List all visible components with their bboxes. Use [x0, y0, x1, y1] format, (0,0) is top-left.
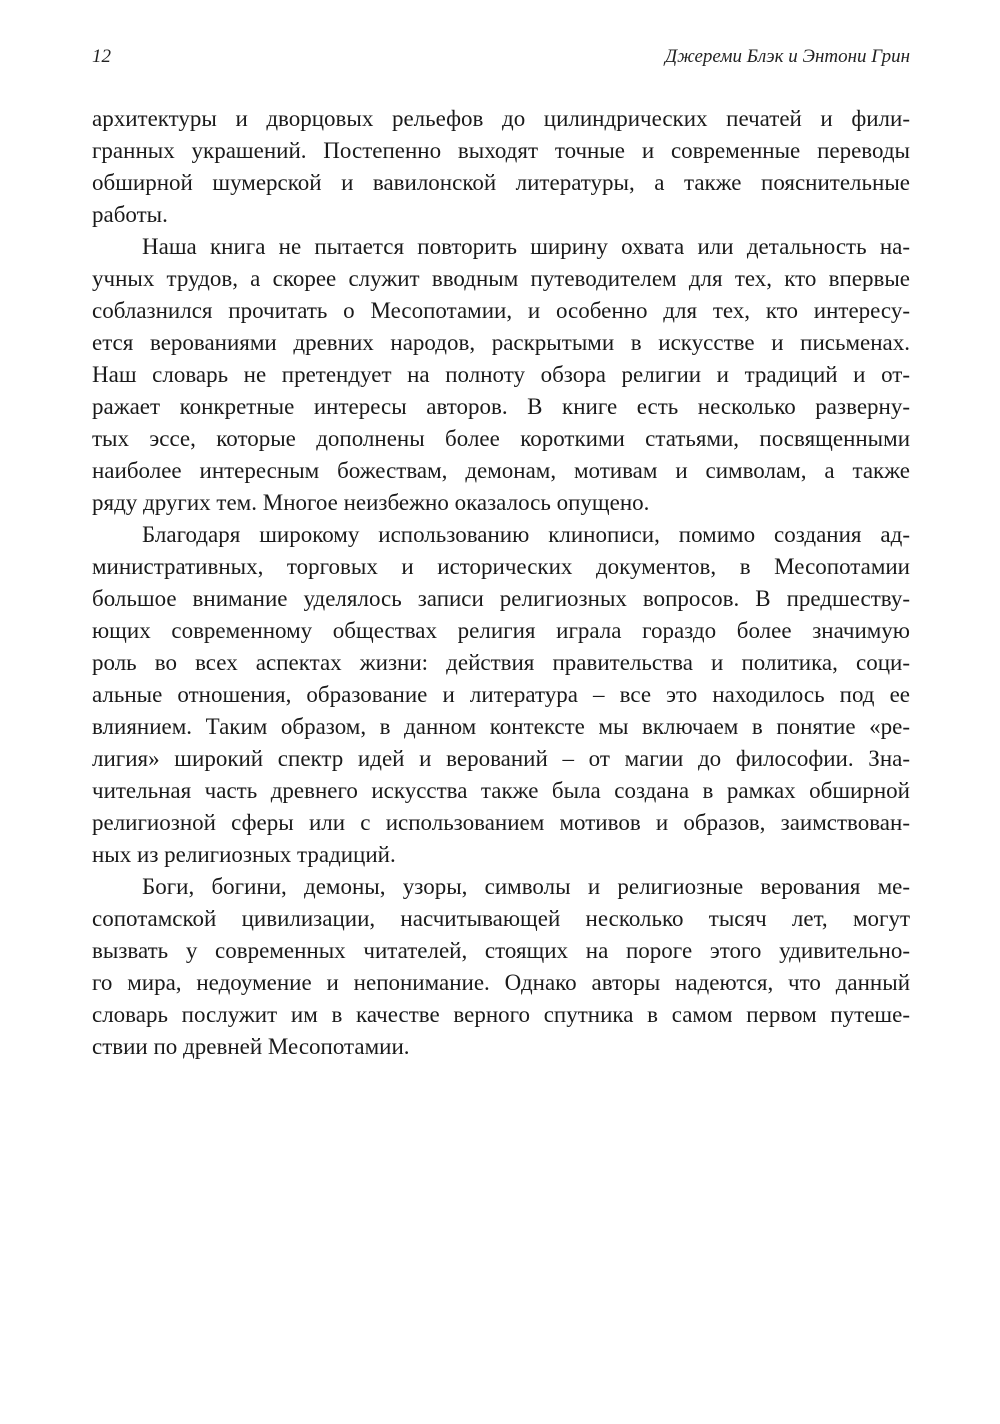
text-line: соблазнился прочитать о Месопотамии, и особенно для тех, кто интересу- [92, 298, 910, 323]
text-line: гранных украшений. Постепенно выходят точные и современные переводы [92, 138, 910, 163]
text-line: ется верованиями древних народов, раскрытыми в искусстве и письменах. [92, 330, 910, 355]
text-line: Наша книга не пытается повторить ширину охвата или детальность на- [142, 234, 910, 259]
text-line: наиболее интересным божествам, демонам, мотивам и символам, а также [92, 458, 910, 483]
text-line: чительная часть древнего искусства также была создана в рамках обширной [92, 778, 910, 803]
text-line: словарь послужит им в качестве верного спутника в самом первом путеше- [92, 1002, 910, 1027]
text-line: ствии по древней Месопотамии. [92, 1034, 410, 1059]
text-line: архитектуры и дворцовых рельефов до цилиндрических печатей и фили- [92, 106, 910, 131]
text-line: религиозной сферы или с использованием мотивов и образов, заимствован- [92, 810, 910, 835]
paragraph [92, 519, 910, 871]
text-line: министративных, торговых и исторических документов, в Месопотамии [92, 554, 910, 579]
text-line: обширной шумерской и вавилонской литературы, а также пояснительные [92, 170, 910, 195]
text-line: Наш словарь не претендует на полноту обзора религии и традиций и от- [92, 362, 910, 387]
text-line: Благодаря широкому использованию клинописи, помимо создания ад- [142, 522, 910, 547]
page-number: 12 [92, 46, 111, 67]
text-line: роль во всех аспектах жизни: действия правительства и политика, соци- [92, 650, 910, 675]
text-line: работы. [92, 202, 168, 227]
paragraph [92, 231, 910, 519]
text-line: учных трудов, а скорее служит вводным путеводителем для тех, кто впервые [92, 266, 910, 291]
paragraph [92, 103, 910, 231]
text-line: ющих современному обществах религия играла гораздо более значимую [92, 618, 910, 643]
text-line: влиянием. Таким образом, в данном контексте мы включаем в понятие «ре- [92, 714, 910, 739]
text-line: ражает конкретные интересы авторов. В книге есть несколько разверну- [92, 394, 910, 419]
body-text [92, 103, 910, 1063]
text-line: вызвать у современных читателей, стоящих на пороге этого удивительно- [92, 938, 910, 963]
text-line: ных из религиозных традиций. [92, 842, 396, 867]
text-line: тых эссе, которые дополнены более короткими статьями, посвященными [92, 426, 910, 451]
text-line: ряду других тем. Многое неизбежно оказалось опущено. [92, 490, 650, 515]
text-line: го мира, недоумение и непонимание. Однако авторы надеются, что данный [92, 970, 910, 995]
paragraph [92, 871, 910, 1063]
text-line: сопотамской цивилизации, насчитывающей несколько тысяч лет, могут [92, 906, 910, 931]
text-line: лигия» широкий спектр идей и верований – от магии до философии. Зна- [92, 746, 910, 771]
running-head: Джереми Блэк и Энтони Грин [664, 46, 910, 67]
text-line: Боги, богини, демоны, узоры, символы и религиозные верования ме- [142, 874, 910, 899]
text-line: альные отношения, образование и литература – все это находилось под ее [92, 682, 910, 707]
text-line: большое внимание уделялось записи религиозных вопросов. В предшеству- [92, 586, 910, 611]
